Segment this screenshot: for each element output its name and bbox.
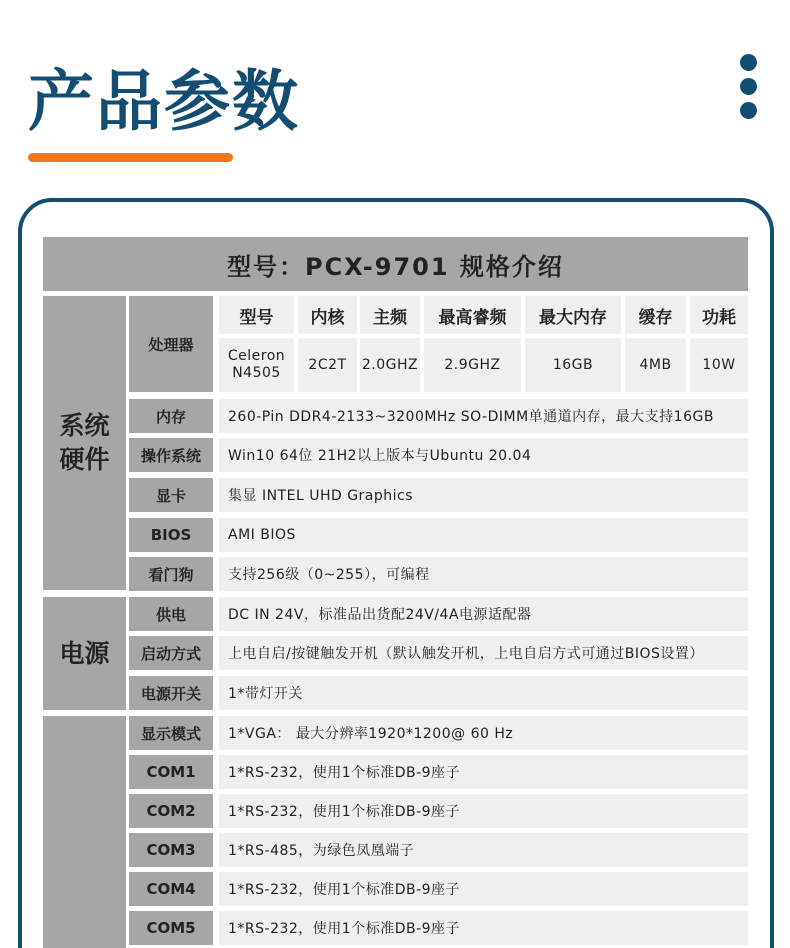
row-label-graphics: 显卡: [129, 478, 213, 512]
proc-value-power: 10W: [690, 338, 748, 392]
group-system-line2: 硬件: [59, 445, 110, 474]
spec-table-title: 型号：PCX-9701 规格介绍: [43, 237, 748, 291]
row-value-com5: 1*RS-232，使用1个标准DB-9座子: [219, 911, 748, 945]
row-label-com3: COM3: [129, 833, 213, 867]
row-value-com1: 1*RS-232，使用1个标准DB-9座子: [219, 755, 748, 789]
row-label-memory: 内存: [129, 399, 213, 433]
proc-header-model: 型号: [219, 296, 294, 334]
proc-header-cache: 缓存: [625, 296, 686, 334]
row-label-power-switch: 电源开关: [129, 676, 213, 710]
row-value-com3: 1*RS-485，为绿色凤凰端子: [219, 833, 748, 867]
row-label-os: 操作系统: [129, 438, 213, 472]
processor-label: 处理器: [129, 296, 213, 392]
row-label-boot-mode: 启动方式: [129, 636, 213, 670]
row-label-watchdog: 看门狗: [129, 557, 213, 591]
proc-value-cache: 4MB: [625, 338, 686, 392]
proc-value-turbo: 2.9GHZ: [424, 338, 521, 392]
proc-header-cores: 内核: [298, 296, 357, 334]
row-value-power-supply: DC IN 24V，标准品出货配24V/4A电源适配器: [219, 597, 748, 631]
proc-header-max-memory: 最大内存: [525, 296, 621, 334]
row-value-os: Win10 64位 21H2以上版本与Ubuntu 20.04: [219, 438, 748, 472]
row-label-com2: COM2: [129, 794, 213, 828]
row-value-display-mode: 1*VGA： 最大分辨率1920*1200@ 60 Hz: [219, 716, 748, 750]
row-value-com2: 1*RS-232，使用1个标准DB-9座子: [219, 794, 748, 828]
proc-header-turbo: 最高睿频: [424, 296, 521, 334]
row-label-com1: COM1: [129, 755, 213, 789]
row-value-watchdog: 支持256级（0~255），可编程: [219, 557, 748, 591]
row-value-graphics: 集显 INTEL UHD Graphics: [219, 478, 748, 512]
page-title: 产品参数: [28, 63, 300, 140]
group-interfaces: [43, 716, 126, 948]
proc-value-cores: 2C2T: [298, 338, 357, 392]
row-value-boot-mode: 上电自启/按键触发开机（默认触发开机，上电自启方式可通过BIOS设置）: [219, 636, 748, 670]
row-value-power-switch: 1*带灯开关: [219, 676, 748, 710]
row-label-display-mode: 显示模式: [129, 716, 213, 750]
group-system-hardware: [43, 296, 126, 590]
more-menu-icon[interactable]: [740, 54, 758, 114]
proc-header-freq: 主频: [360, 296, 420, 334]
row-label-com5: COM5: [129, 911, 213, 945]
row-value-memory: 260-Pin DDR4-2133~3200MHz SO-DIMM单通道内存，最大支持16GB: [219, 399, 748, 433]
row-label-bios: BIOS: [129, 518, 213, 552]
row-value-bios: AMI BIOS: [219, 518, 748, 552]
row-value-com4: 1*RS-232，使用1个标准DB-9座子: [219, 872, 748, 906]
group-power: 电源: [43, 597, 126, 710]
proc-header-power: 功耗: [690, 296, 748, 334]
proc-value-max-memory: 16GB: [525, 338, 621, 392]
accent-underline: [28, 153, 233, 162]
proc-value-freq: 2.0GHZ: [360, 338, 420, 392]
row-label-com4: COM4: [129, 872, 213, 906]
group-system-line1: 系统: [59, 411, 110, 441]
row-label-power-supply: 供电: [129, 597, 213, 631]
proc-value-model: Celeron N4505: [219, 338, 294, 392]
